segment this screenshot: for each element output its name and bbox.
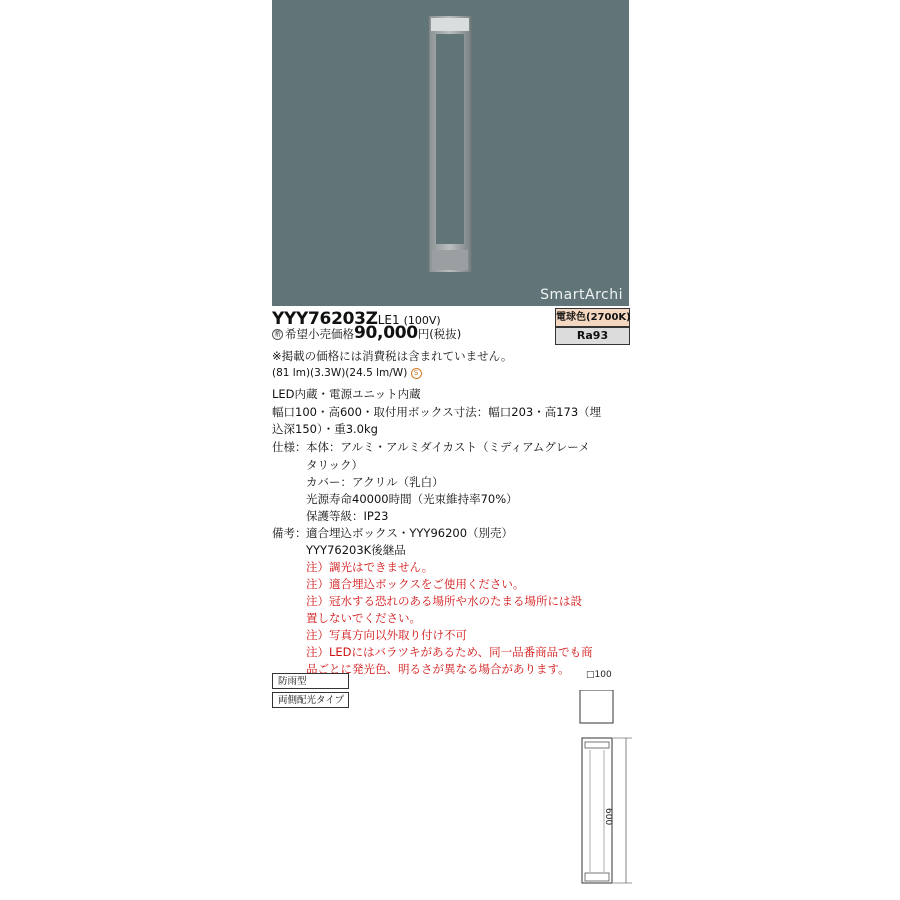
remarks-label: 備考： [272,526,307,540]
spec-line-3: 込深150）・重3.0kg [272,422,378,436]
spec-label: 仕様： [272,440,307,454]
price-label: 希望小売価格 [285,327,354,341]
spec-line-1: LED内蔵・電源ユニット内蔵 [272,387,421,401]
price-mark-icon: 希 [274,330,281,338]
spec-lifetime: 光源寿命40000時間（光束維持率70%） [306,492,518,506]
price-unit: 円(税抜) [417,327,462,341]
dim-width-label: □100 [586,670,612,680]
tag-rainproof: 防雨型 [272,673,349,689]
s-mark-icon: S [411,368,422,379]
spec-body: 本体：アルミ・アルミダイカスト（ミディアムグレーメ [306,440,590,454]
dim-height-label: 600 [603,808,613,826]
note-flood-cont: 置しないでください。 [306,611,421,625]
tag-light-distribution: 両側配光タイプ [272,692,349,708]
bollard-light-image [272,0,629,306]
spec-cover: カバー：アクリル（乳白） [306,475,444,489]
tax-note: ※掲載の価格には消費税は含まれていません。 [272,349,513,363]
remark-box: 適合埋込ボックス・YYY96200（別売） [306,526,514,540]
lumen-line [272,366,422,380]
model-suffix: LE1 [377,313,400,327]
price-amount: 90,000 [354,323,418,343]
note-flood: 注）冠水する恐れのある場所や水のたまる場所には設 [306,594,582,608]
price-line [272,323,462,343]
spec-body-cont: タリック） [306,458,364,472]
note-led: 注）LEDにはバラツキがあるため、同一品番商品でも商 [306,645,593,659]
note-led-cont: 品ごとに発光色、明るさが異なる場合があります。 [306,662,570,676]
note-direction: 注）写真方向以外取り付け不可 [306,628,467,642]
remark-successor: YYY76203K後継品 [306,543,406,557]
light-color-badge: 電球色(2700K) [555,308,630,327]
dimension-drawing [570,690,640,890]
note-box: 注）適合埋込ボックスをご使用ください。 [306,577,525,591]
spec-line-2: 幅口100・高600・取付用ボックス寸法：幅口203・高173（埋 [272,405,602,419]
ra-badge: Ra93 [555,327,630,345]
spec-protection: 保護等級：IP23 [306,509,389,523]
brand-name: SmartArchi [540,287,623,303]
product-photo [272,0,629,306]
lumen-text: (81 lm)(3.3W)(24.5 lm/W) [272,367,408,379]
note-dimming: 注）調光はできません。 [306,560,434,574]
model-code: YYY76203Z [272,309,378,329]
model-voltage: (100V) [403,314,441,327]
